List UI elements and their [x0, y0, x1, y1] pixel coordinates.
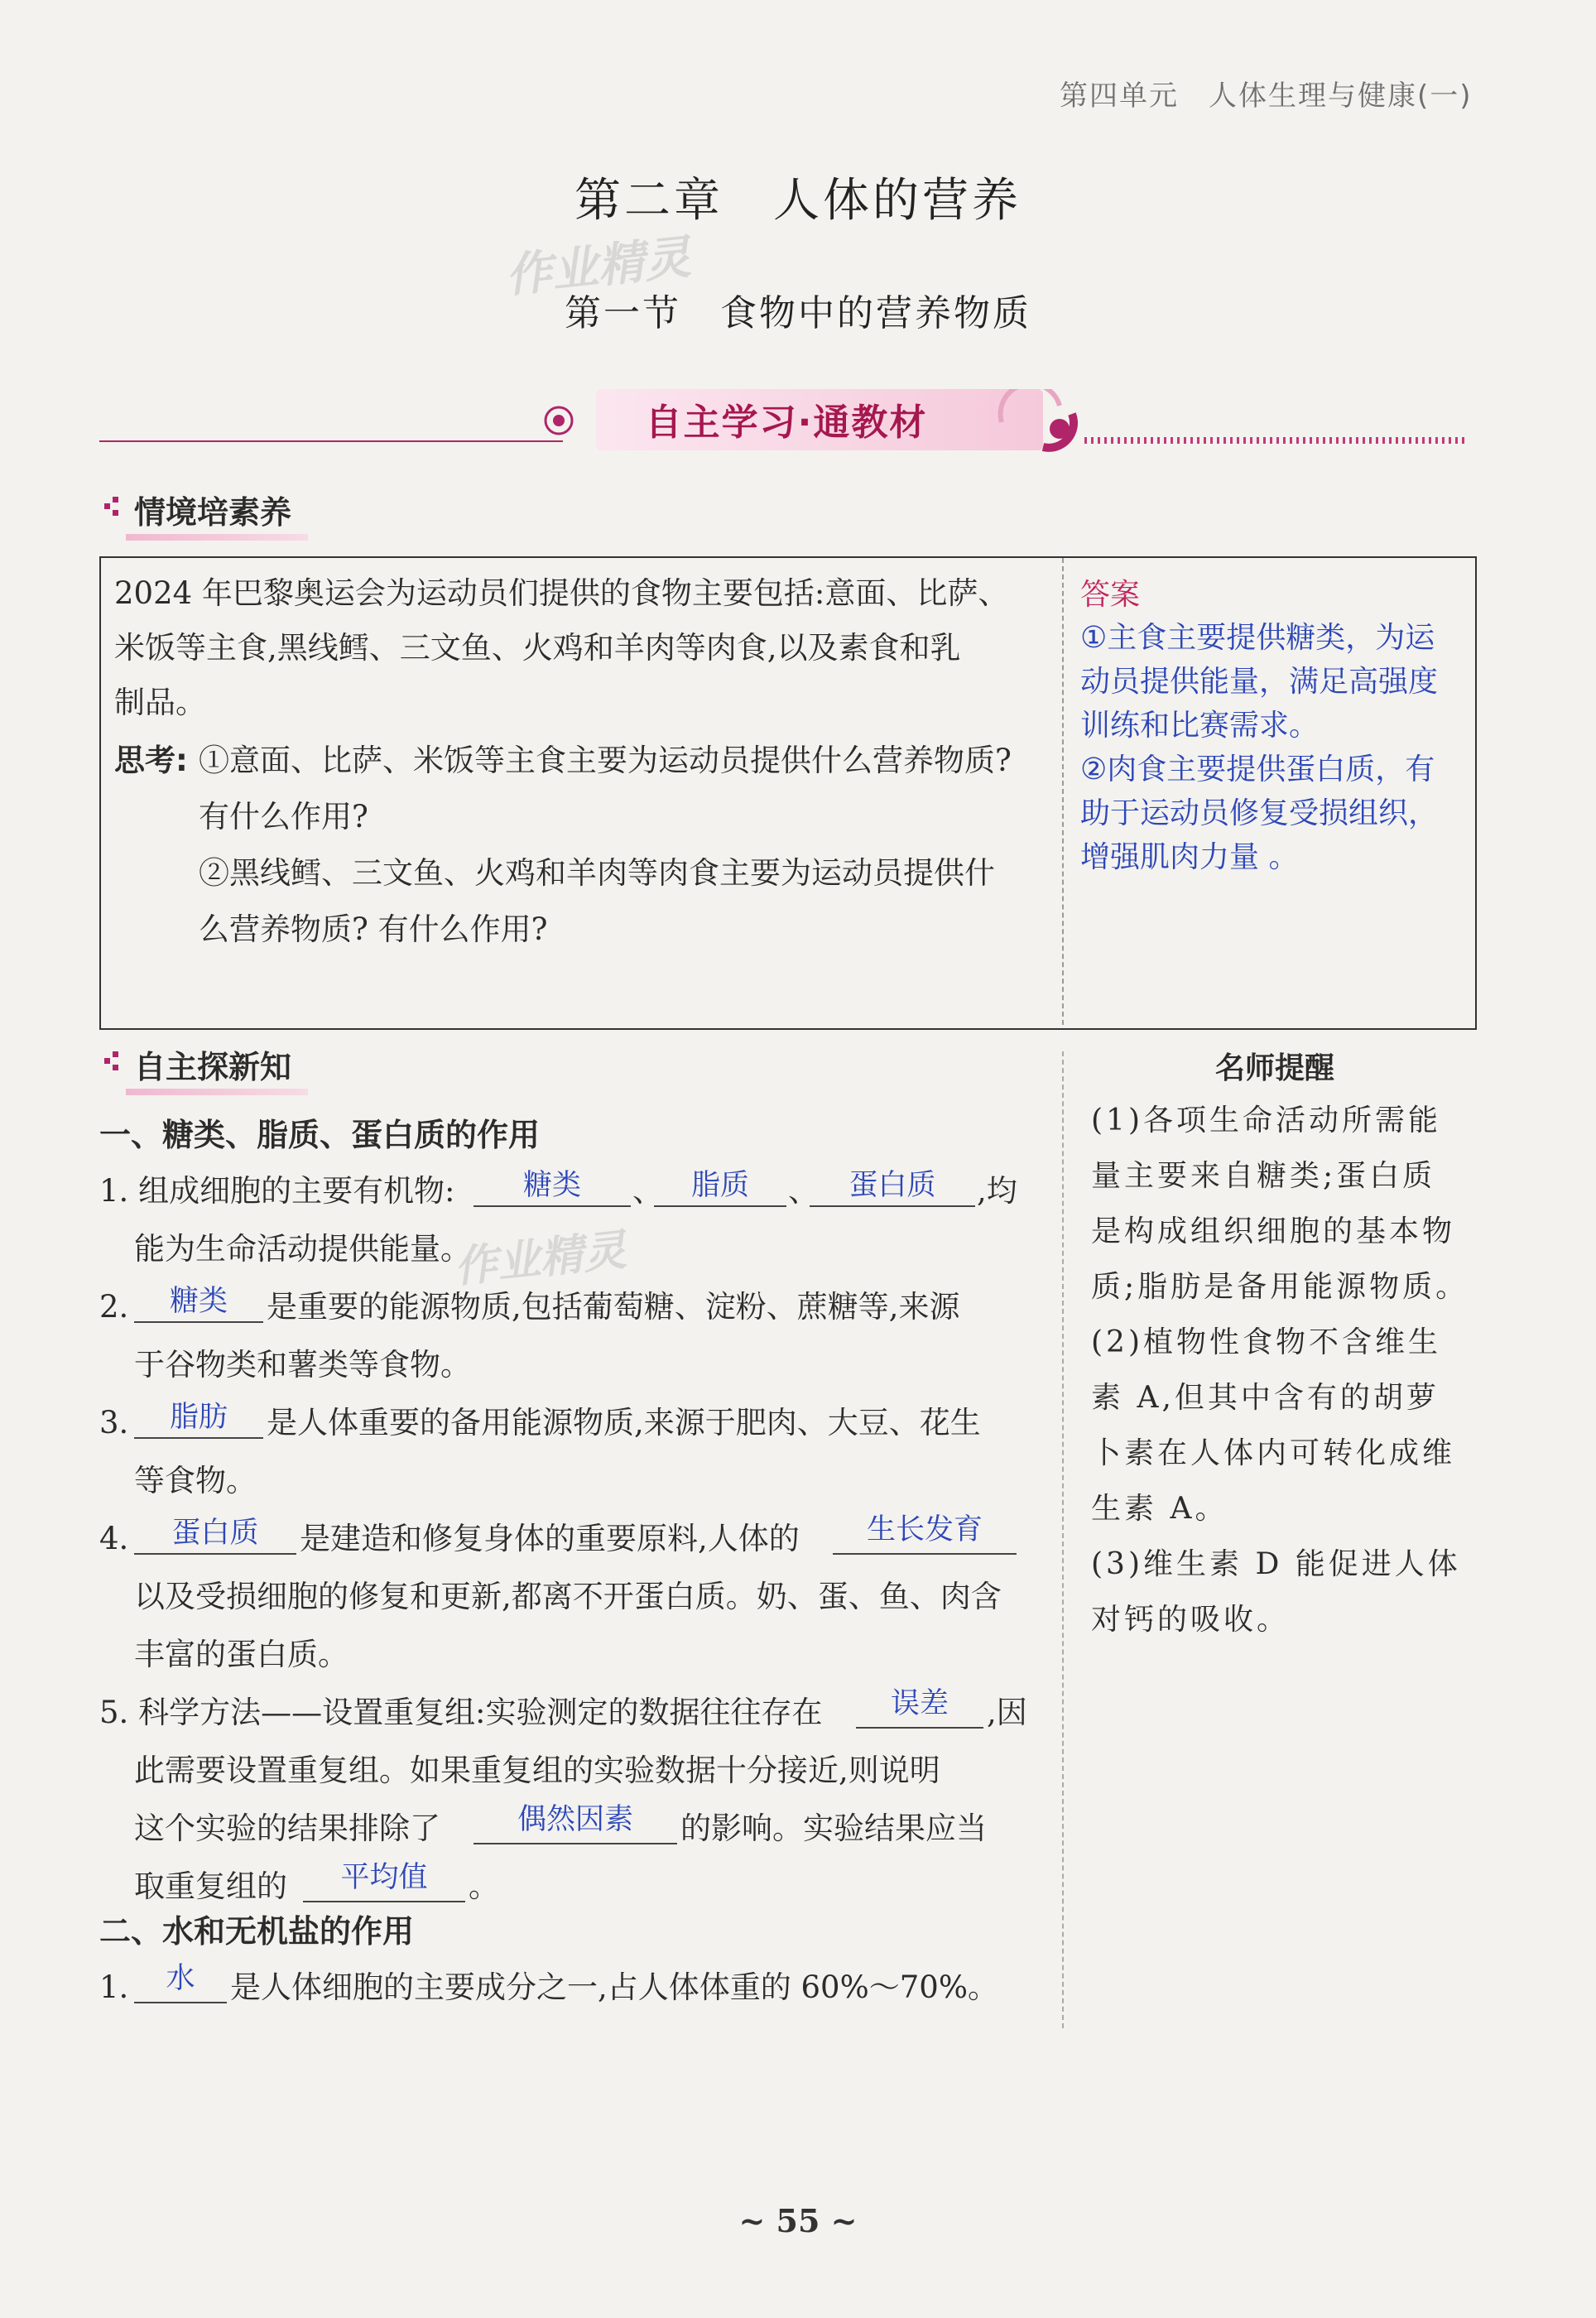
- target-icon: [542, 404, 575, 437]
- think-line-4: 么营养物质? 有什么作用?: [199, 911, 548, 947]
- q1-blank-2[interactable]: [654, 1205, 786, 1207]
- q5-answer-3: 平均值: [340, 1861, 428, 1894]
- watermark: 作业精灵: [452, 1225, 629, 1293]
- answer-line-2: 动员提供能量，满足高强度: [1080, 665, 1439, 699]
- q3-answer: 脂肪: [169, 1401, 228, 1434]
- tip-line-10: 对钙的吸收。: [1091, 1603, 1291, 1637]
- q5-line-3-tail: 的影响。实验结果应当: [680, 1811, 987, 1846]
- watermark: 作业精灵: [502, 230, 694, 304]
- tip-line-4: 质;脂肪是备用能源物质。: [1091, 1270, 1469, 1304]
- q1-lead: 1. 组成细胞的主要有机物:: [99, 1173, 455, 1209]
- q4-blank-2[interactable]: [833, 1553, 1017, 1555]
- q4-blank-1[interactable]: [134, 1553, 296, 1555]
- section-title: 第一节 食物中的营养物质: [565, 292, 1031, 334]
- q4-answer-2: 生长发育: [866, 1513, 983, 1546]
- swirl-decoration-icon: [993, 389, 1084, 455]
- q3-blank[interactable]: [134, 1437, 263, 1439]
- answer-line-1: ①主食主要提供糖类，为运: [1080, 621, 1435, 655]
- think-line-2: 有什么作用?: [199, 799, 368, 834]
- q6-blank[interactable]: [134, 2002, 227, 2003]
- q5-blank-3[interactable]: [303, 1901, 465, 1902]
- q6-number: 1.: [99, 1969, 129, 2005]
- q6-tail: 是人体细胞的主要成分之一,占人体体重的 60%～70%。: [230, 1969, 998, 2005]
- q3-line-2: 等食物。: [134, 1463, 257, 1498]
- q4-line-2: 以及受损细胞的修复和更新,都离不开蛋白质。奶、蛋、鱼、肉含: [134, 1579, 1002, 1614]
- q6-answer: 水: [166, 1962, 195, 1995]
- q1-blank-1[interactable]: [474, 1205, 631, 1207]
- tip-line-3: 是构成组织细胞的基本物: [1091, 1214, 1456, 1248]
- q5-line-4-lead: 取重复组的: [134, 1868, 287, 1904]
- scenario-heading-label: 情境培素养: [134, 494, 292, 531]
- q4-line-3: 丰富的蛋白质。: [134, 1637, 349, 1672]
- q1-separator-2: 、: [788, 1173, 819, 1209]
- banner-label: 自主学习·通教材: [645, 402, 928, 444]
- tips-divider: [1062, 1051, 1064, 2028]
- think-line-3: ②黑线鳕、三文鱼、火鸡和羊肉等肉食主要为运动员提供什: [199, 855, 995, 891]
- q2-tail: 是重要的能源物质,包括葡萄糖、淀粉、蔗糖等,来源: [267, 1289, 960, 1325]
- tip-line-5: (2)植物性食物不含维生: [1091, 1325, 1441, 1359]
- part2-title: 二、水和无机盐的作用: [99, 1913, 415, 1950]
- dots-marker-icon: [104, 1048, 129, 1073]
- part1-title: 一、糖类、脂质、蛋白质的作用: [99, 1117, 541, 1153]
- q4-answer-1: 蛋白质: [171, 1517, 259, 1550]
- dots-marker-icon: [104, 493, 129, 518]
- explore-heading: [134, 1041, 291, 1087]
- scenario-line-1: 2024 年巴黎奥运会为运动员们提供的食物主要包括:意面、比萨、: [114, 575, 1009, 611]
- scenario-line-2: 米饭等主食,黑线鳕、三文鱼、火鸡和羊肉等肉食,以及素食和乳: [114, 630, 961, 666]
- tip-line-9: (3)维生素 D 能促进人体: [1091, 1547, 1461, 1581]
- q4-number: 4.: [99, 1521, 129, 1556]
- scenario-heading: [134, 487, 291, 532]
- q5-tail: ,因: [987, 1695, 1027, 1730]
- tip-line-8: 生素 A。: [1091, 1492, 1228, 1526]
- answer-line-3: 训练和比赛需求。: [1080, 709, 1320, 743]
- q5-line-3-lead: 这个实验的结果排除了: [134, 1811, 440, 1846]
- q5-blank-2[interactable]: [474, 1843, 677, 1844]
- page-number: ~ 55 ~: [738, 2202, 858, 2239]
- unit-header: 第四单元 人体生理与健康(一): [1060, 79, 1473, 113]
- q5-lead: 5. 科学方法——设置重复组:实验测定的数据往往存在: [99, 1695, 823, 1730]
- q1-separator-1: 、: [632, 1173, 663, 1209]
- q3-tail: 是人体重要的备用能源物质,来源于肥肉、大豆、花生: [267, 1405, 981, 1440]
- q1-answer-1: 糖类: [522, 1169, 581, 1202]
- explore-heading-label: 自主探新知: [134, 1049, 292, 1085]
- scenario-line-3: 制品。: [114, 685, 206, 720]
- q1-tail: ,均: [977, 1173, 1017, 1209]
- q1-answer-2: 脂质: [690, 1169, 749, 1202]
- answer-label: 答案: [1080, 578, 1141, 612]
- tips-title: 名师提醒: [1214, 1051, 1334, 1085]
- q5-answer-2: 偶然因素: [517, 1803, 633, 1836]
- q1-line-2: 能为生命活动提供能量。: [134, 1231, 471, 1267]
- q5-blank-1[interactable]: [856, 1727, 983, 1729]
- tip-line-6: 素 A,但其中含有的胡萝: [1091, 1381, 1440, 1415]
- tip-line-7: 卜素在人体内可转化成维: [1091, 1436, 1456, 1470]
- answer-line-5: 助于运动员修复受损组织，: [1080, 796, 1439, 830]
- tip-line-2: 量主要来自糖类;蛋白质: [1091, 1159, 1436, 1193]
- q2-line-2: 于谷物类和薯类等食物。: [134, 1347, 471, 1383]
- q2-answer: 糖类: [169, 1285, 228, 1318]
- banner-line-left: [99, 440, 563, 442]
- q5-answer-1: 误差: [890, 1687, 949, 1720]
- tip-line-1: (1)各项生命活动所需能: [1091, 1104, 1441, 1137]
- answer-line-6: 增强肌肉力量 。: [1080, 840, 1299, 874]
- chapter-title: 第二章 人体的营养: [574, 174, 1022, 228]
- q4-mid: 是建造和修复身体的重要原料,人体的: [300, 1521, 800, 1556]
- q1-blank-3[interactable]: [810, 1205, 975, 1207]
- heading-underline: [126, 534, 308, 541]
- answer-line-4: ②肉食主要提供蛋白质，有: [1080, 753, 1435, 786]
- q2-blank[interactable]: [134, 1321, 263, 1323]
- q1-answer-3: 蛋白质: [848, 1169, 936, 1202]
- heading-underline: [126, 1089, 308, 1095]
- scenario-divider: [1062, 558, 1064, 1025]
- banner-dotted-line: [1084, 437, 1465, 444]
- q3-number: 3.: [99, 1405, 129, 1440]
- think-label: 思考:: [114, 743, 188, 778]
- think-line-1: ①意面、比萨、米饭等主食主要为运动员提供什么营养物质?: [199, 743, 1012, 778]
- q2-number: 2.: [99, 1289, 129, 1325]
- q5-line-4-tail: 。: [469, 1868, 499, 1904]
- q5-line-2: 此需要设置重复组。如果重复组的实验数据十分接近,则说明: [134, 1753, 940, 1788]
